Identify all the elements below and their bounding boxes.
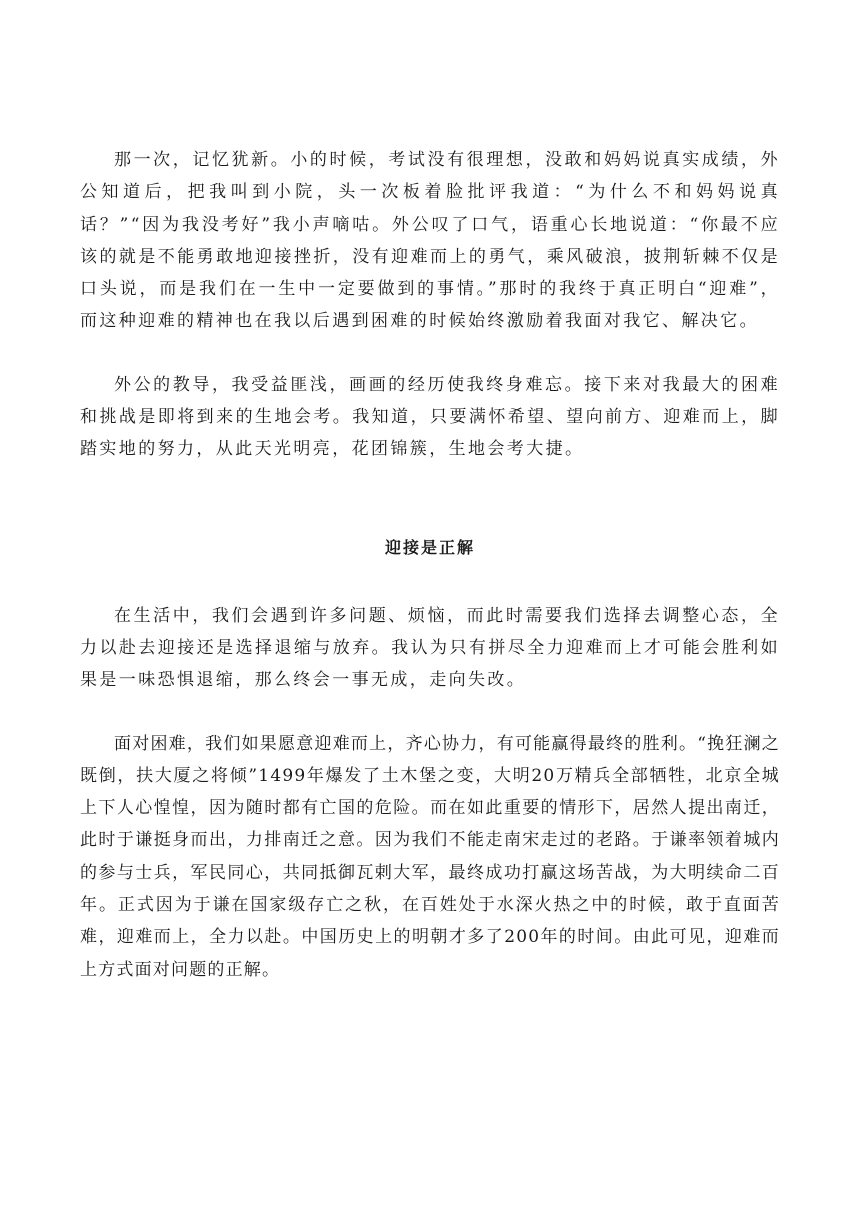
section-title: 迎接是正解	[384, 537, 475, 557]
paragraph-teaching: 外公的教导，我受益匪浅，画画的经历使我终身难忘。接下来对我最大的困难和挑战是即将到来的生地会考。我知道，只要满怀希望、望向前方、迎难而上，脚踏实地的努力，从此天光明亮，花团锦簇，生地会考大捷。	[80, 374, 780, 460]
paragraph-memory: 那一次，记忆犹新。小的时候，考试没有很理想，没敢和妈妈说真实成绩，外公知道后，把我叫到小院，头一次板着脸批评我道：“为什么不和妈妈说真话？”“因为我没考好”我小声嘀咕。外公叹了口气，语重心长地说道：“你最不应该的就是不能勇敢地迎接挫折，没有迎难而上的勇气，乘风破浪，披荆斩棘不仅是口头说，而是我们在一生中一定要做到的事情。”那时的我终于真正明白“迎难”，而这种迎难的精神也在我以后遇到困难的时候始终激励着我面对我它、解决它。	[80, 150, 780, 332]
document-page	[80, 144, 780, 986]
paragraph-history: 面对困难，我们如果愿意迎难而上，齐心协力，有可能赢得最终的胜利。“挽狂澜之既倒，扶大厦之将倾”1499年爆发了土木堡之变，大明20万精兵全部牺牲，北京全城上下人心惶惶，因为随时都有亡国的危险。而在如此重要的情形下，居然人提出南迁，此时于谦挺身而出，力排南迁之意。因为我们不能走南宋走过的老路。于谦率领着城内的参与士兵，军民同心，共同抵御瓦剌大军，最终成功打赢这场苦战，为大明续命二百年。正式因为于谦在国家级存亡之秋，在百姓处于水深火热之中的时候，敢于直面苦难，迎难而上，全力以赴。中国历史上的明朝才多了200年的时间。由此可见，迎难而上方式面对问题的正解。	[80, 733, 780, 980]
paragraph-life: 在生活中，我们会遇到许多问题、烦恼，而此时需要我们选择去调整心态，全力以赴去迎接还是选择退缩与放弃。我认为只有拼尽全力迎难而上才可能会胜利如果是一味恐惧退缩，那么终会一事无成，走向失改。	[80, 605, 780, 691]
